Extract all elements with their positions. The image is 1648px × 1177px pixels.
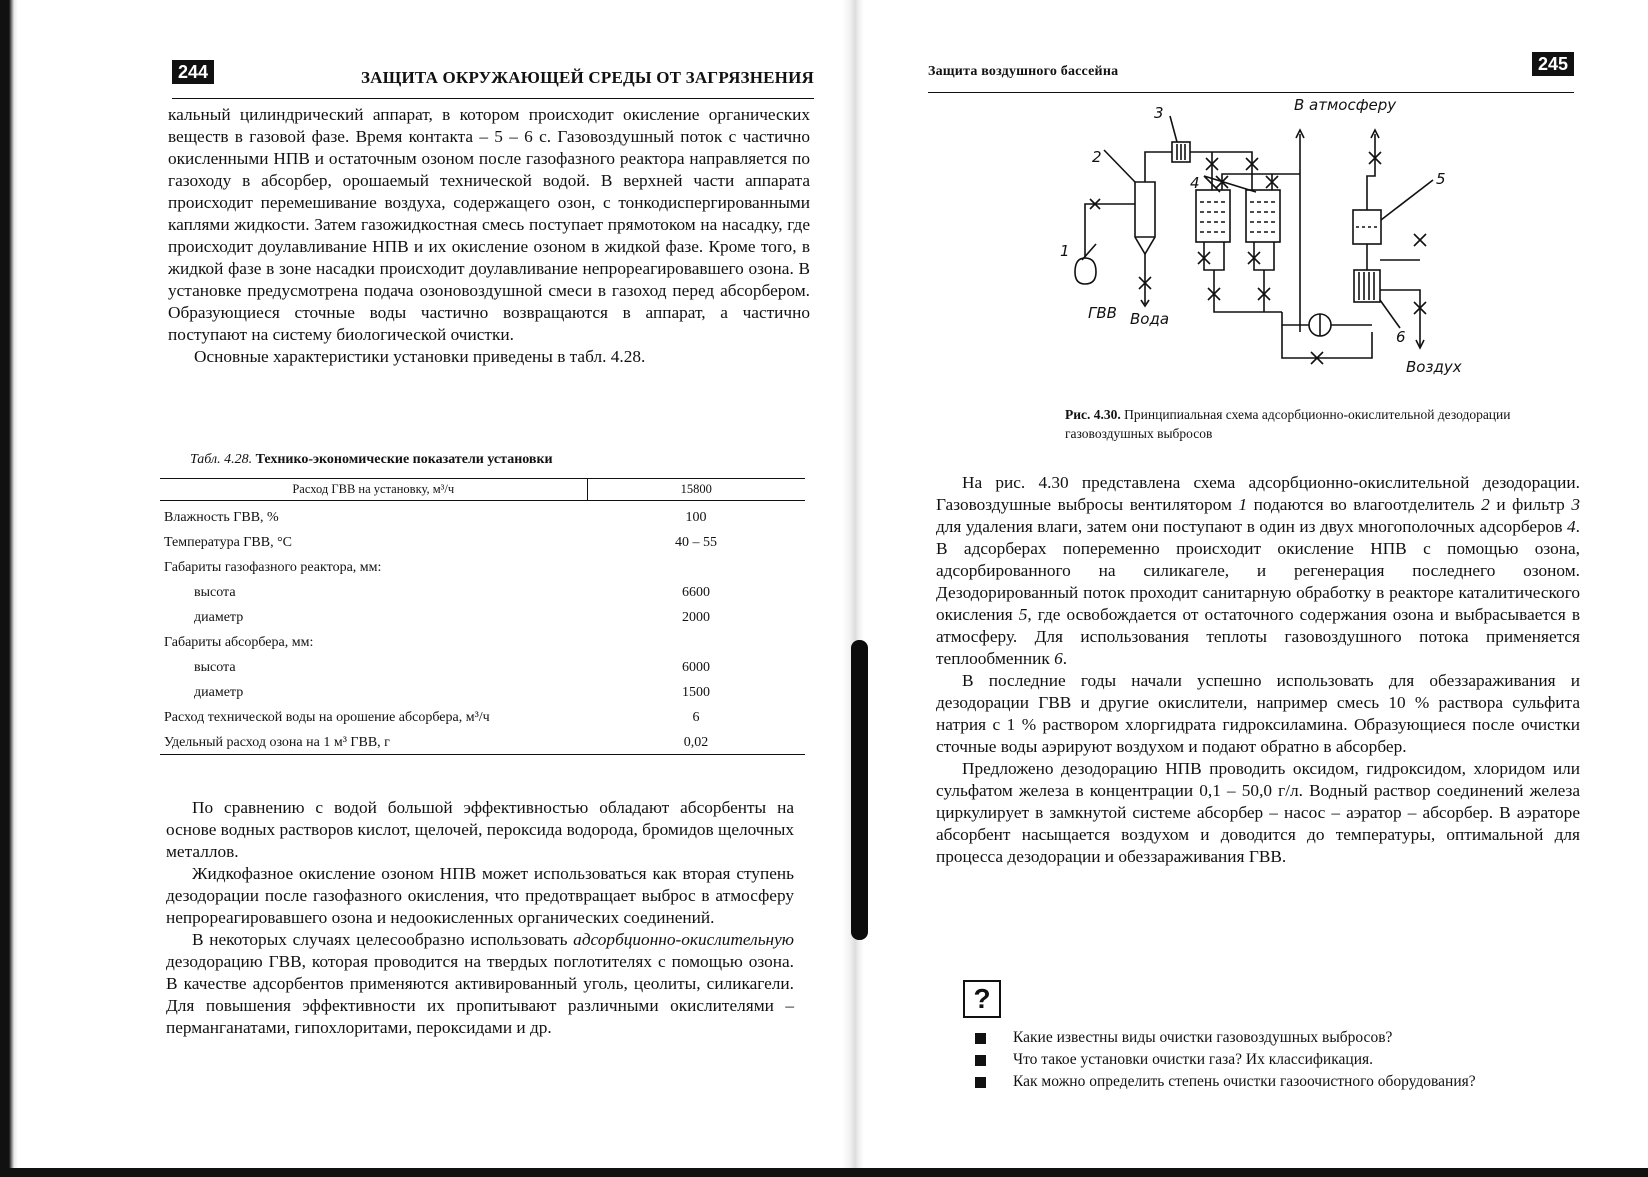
label-number-4: 4 xyxy=(1190,174,1200,192)
table-cell-value: 6600 xyxy=(682,585,710,600)
table-caption xyxy=(190,452,553,468)
label-number-5: 5 xyxy=(1436,170,1446,188)
left-text-bottom xyxy=(166,797,794,1039)
table-row xyxy=(160,701,805,726)
adsorber-icon xyxy=(1196,190,1230,242)
table-cell-label: Габариты абсорбера, мм: xyxy=(164,635,314,650)
left-header-title: ЗАЩИТА ОКРУЖАЮЩЕЙ СРЕДЫ ОТ ЗАГРЯЗНЕНИЯ xyxy=(360,68,814,87)
label-gvv: ГВВ xyxy=(1088,304,1117,322)
table-cell-value xyxy=(587,626,805,651)
review-questions-list xyxy=(975,1027,1575,1093)
label-air: Воздух xyxy=(1406,358,1462,376)
iron-compounds-paragraph: Предложено дезодорацию НПВ проводить оксидом, гидроксидом, хлоридом или сульфатом железа в концентрации 0,1 – 50,0 г/л. Водный раствор соединений железа циркулирует в замкнутой системе абсорбер – насос – аэратор – абсорбер. В аэраторе абсорбент насыщается воздухом и доводится до температуры, оптимальной для процесса дезодорации и обеззараживания ГВВ. xyxy=(936,759,1580,866)
bullet-square-icon xyxy=(975,1033,986,1044)
figure-caption xyxy=(1065,405,1535,443)
heat-exchanger-icon xyxy=(1354,270,1380,302)
comparison-paragraph: По сравнению с водой большой эффективностью обладают абсорбенты на основе водных растворов кислот, щелочей, пероксида водорода, бромидов щелочных металлов. xyxy=(166,798,794,861)
bullet-square-icon xyxy=(975,1055,986,1066)
left-page-header xyxy=(172,60,814,87)
table-row xyxy=(160,651,805,676)
table-cell-label: высота xyxy=(194,585,236,600)
right-page-header xyxy=(928,52,1574,79)
table-row xyxy=(160,501,805,527)
liquid-phase-paragraph: Жидкофазное окисление озоном НПВ может использоваться как вторая ступень дезодорации после газофазного окисления, что предотвращает выброс в атмосферу непрореагировавшего озона и недоокисленных органических соединений. xyxy=(166,864,794,927)
table-row xyxy=(160,601,805,626)
scheme-description-paragraph: На рис. 4.30 представлена схема адсорбционно-окислительной дезодорации. Газовоздушные выбросы вентилятором 1 подаются во влагоотделитель 2 и фильтр 3 для удаления влаги, затем они поступают в один из двух многополочных адсорберов 4. В адсорберах попеременно происходит окисление НПВ с помощью озона, адсорбированного на силикагеле, и регенерация последнего озоном. Дезодорированный поток проходит санитарную обработку в реакторе каталитического окисления 5, где освобождается от остаточного содержания озона и выбрасывается в атмосферу. Для использования теплоты газовоздушного потока применяется теплообменник 6. xyxy=(936,473,1581,668)
left-header-rule xyxy=(172,98,814,99)
table-cell-label: высота xyxy=(194,660,236,675)
table-header-value: 15800 xyxy=(587,479,805,501)
technical-table xyxy=(160,478,805,755)
table-cell-label: Температура ГВВ, °С xyxy=(164,535,293,550)
right-header-title: Защита воздушного бассейна xyxy=(928,64,1119,79)
table-row xyxy=(160,551,805,576)
table-header-label: Расход ГВВ на установку, м³/ч xyxy=(160,479,587,501)
label-number-1: 1 xyxy=(1060,242,1070,260)
adsorption-term: адсорбционно-окислительную xyxy=(573,930,794,949)
table-row xyxy=(160,726,805,755)
recent-oxidizers-paragraph: В последние годы начали успешно использовать для обеззараживания и дезодорации ГВВ и другие окислители, например смесь 10 % раствора сульфита натрия с 1 % раствором хлоргидрата гидроксиламина. Образующиеся после очистки сточные воды аэрируют воздухом и подают обратно в абсорбер. xyxy=(936,671,1580,756)
question-text: Что такое установки очистки газа? Их классификация. xyxy=(1013,1051,1373,1068)
left-page-number: 244 xyxy=(172,60,214,84)
table-cell-label: Удельный расход озона на 1 м³ ГВВ, г xyxy=(160,726,587,755)
table-row xyxy=(160,626,805,651)
question-mark-icon: ? xyxy=(963,980,1001,1018)
table-cell-label: Габариты газофазного реактора, мм: xyxy=(164,560,382,575)
table-row xyxy=(160,676,805,701)
table-cell-value: 0,02 xyxy=(587,726,805,755)
table-cell-value: 1500 xyxy=(682,685,710,700)
table-cell-label: диаметр xyxy=(194,685,244,700)
table-cell-value: 6000 xyxy=(682,660,710,675)
list-item xyxy=(975,1071,1575,1093)
process-diagram xyxy=(1020,92,1520,392)
table-cell-value: 40 – 55 xyxy=(675,535,717,550)
table-cell-value: 2000 xyxy=(682,610,710,625)
table-cell-label: Расход технической воды на орошение абсорбера, м³/ч xyxy=(164,710,490,725)
adsorption-text-before: В некоторых случаях целесообразно использовать xyxy=(192,930,574,949)
list-item xyxy=(975,1049,1575,1071)
table-row xyxy=(160,526,805,551)
right-text xyxy=(936,472,1580,868)
table-reference-paragraph: Основные характеристики установки приведены в табл. 4.28. xyxy=(194,347,646,366)
fan-icon xyxy=(1075,258,1096,284)
adsorber-icon xyxy=(1246,190,1280,242)
label-water: Вода xyxy=(1130,310,1170,328)
question-text: Какие известны виды очистки газовоздушных выбросов? xyxy=(1013,1029,1393,1046)
table-row xyxy=(160,576,805,601)
adsorption-text-after: дезодорацию ГВВ, которая проводится на твердых поглотителях с помощью озона. В качестве адсорбентов применяются активированный уголь, цеолиты, силикагели. Для повышения эффективности их пропитывают различными окислителями – перманганатами, гипохлоритами, пероксидами и др. xyxy=(166,952,794,1037)
label-number-6: 6 xyxy=(1396,328,1406,346)
intro-paragraph: кальный цилиндрический аппарат, в котором происходит окисление органических веществ в газовой фазе. Время контакта – 5 – 6 с. Газовоздушный поток с частично окисленными НПВ и остаточным озоном после газофазного реактора направляется по газоходу в абсорбер, орошаемый технической водой. В верхней части аппарата происходит перемешивание воздуха, содержащего озон, с тонкодиспергированными каплями жидкости. Затем газожидкостная смесь поступает прямотоком на насадку, где происходит доулавливание НПВ и их окисление озоном в жидкой фазе. Кроме того, в жидкой фазе в зоне насадки происходит доулавливание непрореагировавшего озона. В установке предусмотрена подача озоновоздушной смеси в газоход перед абсорбером. Образующиеся сточные воды частично возвращаются в аппарат, а частично поступают на систему биологической очистки. xyxy=(168,105,810,344)
table-header-row xyxy=(160,479,805,501)
label-number-3: 3 xyxy=(1154,104,1164,122)
pipe-fan-separator xyxy=(1085,204,1135,258)
figure-caption-text: Принципиальная схема адсорбционно-окислительной дезодорации газовоздушных выбросов xyxy=(1065,407,1511,441)
list-item xyxy=(975,1027,1575,1049)
pipe-separator-filter xyxy=(1145,152,1172,182)
bullet-square-icon xyxy=(975,1077,986,1088)
label-atmosphere: В атмосферу xyxy=(1294,96,1397,114)
valve-icon xyxy=(1414,234,1426,246)
table-caption-prefix: Табл. 4.28. xyxy=(190,452,253,467)
adsorption-paragraph xyxy=(166,929,794,1039)
table-cell-label: Влажность ГВВ, % xyxy=(164,510,279,525)
moisture-separator-icon xyxy=(1135,182,1155,254)
label-number-2: 2 xyxy=(1092,148,1102,166)
left-text-top xyxy=(168,104,810,368)
right-page-number: 245 xyxy=(1532,52,1574,76)
figure-caption-label: Рис. 4.30. xyxy=(1065,407,1121,422)
table-cell-value xyxy=(587,551,805,576)
question-text: Как можно определить степень очистки газоочистного оборудования? xyxy=(1013,1073,1476,1090)
table-cell-value: 100 xyxy=(685,510,707,525)
table-cell-value: 6 xyxy=(692,710,700,725)
table-caption-title: Технико-экономические показатели установки xyxy=(255,452,553,467)
table-cell-label: диаметр xyxy=(194,610,244,625)
